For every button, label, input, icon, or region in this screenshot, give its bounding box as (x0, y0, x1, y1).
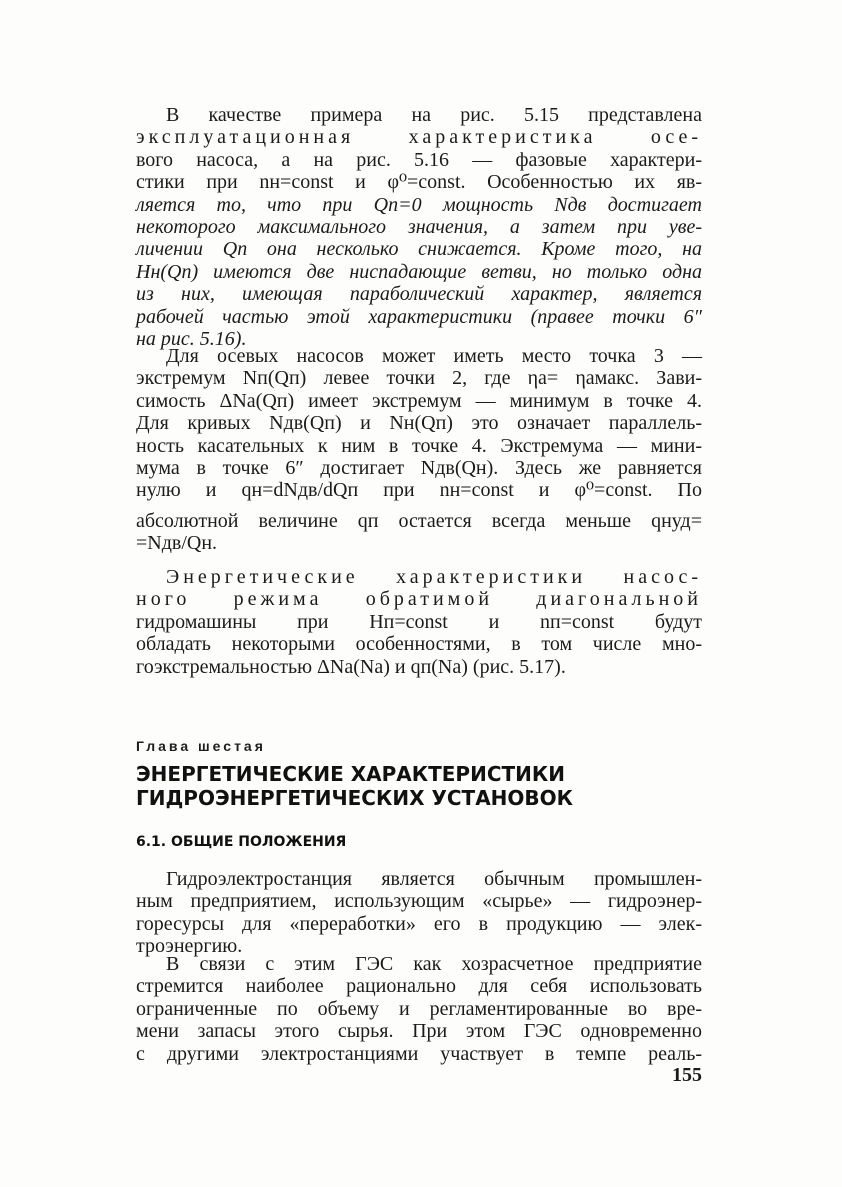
text-line: троэнергию. (136, 935, 243, 958)
text-line: экстремум Nп(Qп) левее точки 2, где ηа= ηамакс. Зави- (136, 367, 702, 390)
text-line: эксплуатационная характеристика осе- (136, 126, 702, 149)
chapter-label: Глава шестая (136, 738, 266, 754)
paragraph-diagonal-machine (136, 566, 702, 678)
text-line: с другими электростанциями участвует в темпе реаль- (136, 1042, 702, 1065)
paragraph-axial-pumps (136, 345, 702, 555)
text-line: Для осевых насосов может иметь место точка 3 — (166, 345, 702, 367)
text-line: стики при nн=const и φ⁰=const. Особенностью их яв- (136, 171, 702, 194)
text-line: ограниченные по объему и регламентированные во вре- (136, 997, 702, 1020)
text-line: В качестве примера на рис. 5.15 представлена (166, 104, 702, 126)
text-line: горесурсы для «переработки» его в продукцию — элек- (136, 912, 702, 935)
text-line: на рис. 5.16). (136, 328, 247, 351)
text-line: стремится наиболее рационально для себя использовать (136, 975, 702, 998)
text-line: ным предприятием, использующим «сырье» — гидроэнер- (136, 890, 702, 913)
text-line: нулю и qн=dNдв/dQп при nн=const и φ⁰=const. По (136, 479, 702, 502)
text-line: мени запасы этого сырья. При этом ГЭС одновременно (136, 1020, 702, 1043)
text-line: ность касательных к ним в точке 4. Экстремума — мини- (136, 434, 702, 457)
text-line: некоторого максимального значения, а затем при уве- (136, 216, 702, 239)
chapter-title (136, 762, 702, 810)
chapter-title-line: ГИДРОЭНЕРГЕТИЧЕСКИХ УСТАНОВОК (136, 786, 574, 810)
text-line: из них, имеющая параболический характер, является (136, 283, 702, 306)
chapter-title-line: ЭНЕРГЕТИЧЕСКИЕ ХАРАКТЕРИСТИКИ (136, 762, 565, 786)
text-line: рабочей частью этой характеристики (правее точки 6″ (136, 305, 702, 328)
text-line: Энергетические характеристики насос- (166, 566, 702, 588)
text-line: Гидроэлектростанция является обычным промышлен- (166, 868, 702, 890)
paragraph-hydro-plant (136, 868, 702, 958)
text-line: ляется то, что при Qп=0 мощность Nдв достигает (136, 193, 702, 216)
page-number: 155 (672, 1064, 702, 1086)
paragraph-pump-characteristics (136, 104, 702, 350)
text-line: мума в точке 6″ достигает Nдв(Qн). Здесь же равняется (136, 457, 702, 480)
text-line: абсолютной величине qп остается всегда меньше qнуд= (136, 509, 702, 532)
text-line: гидромашины при Hп=const и nп=const будут (136, 610, 702, 633)
text-line: ного режима обратимой диагональной (136, 588, 702, 611)
text-line: Hн(Qп) имеются две ниспадающие ветви, но только одна (136, 260, 702, 283)
text-line: личении Qп она несколько снижается. Кроме того, на (136, 238, 702, 261)
text-line: гоэкстремальностью ΔNа(Nа) и qп(Nа) (рис. 5.17). (136, 655, 566, 678)
text-line: обладать некоторыми особенностями, в том числе мно- (136, 633, 702, 656)
text-line: =Nдв/Qн. (136, 532, 218, 555)
text-line: симость ΔNа(Qп) имеет экстремум — минимум в точке 4. (136, 389, 702, 412)
paragraph-hydro-economics (136, 953, 702, 1065)
section-title: 6.1. ОБЩИЕ ПОЛОЖЕНИЯ (136, 834, 347, 850)
text-line: Для кривых Nдв(Qп) и Nн(Qп) это означает параллель- (136, 412, 702, 435)
text-line: вого насоса, а на рис. 5.16 — фазовые характери- (136, 148, 702, 171)
text-line: В связи с этим ГЭС как хозрасчетное предприятие (166, 953, 702, 975)
